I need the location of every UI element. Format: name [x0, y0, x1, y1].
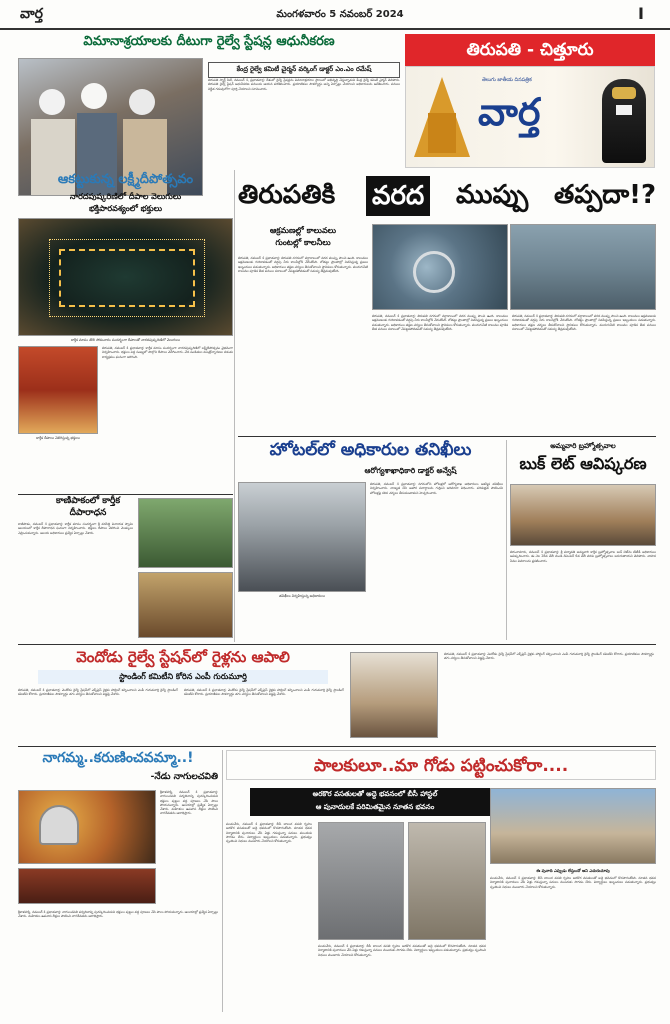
story9-sub1: అరకొర వసతులతో అద్దె భవనంలో బీసీ హాస్టల్ — [312, 790, 438, 798]
story3-photo-1 — [138, 498, 233, 568]
story2-headline: ఆకట్టుకున్న లక్ష్మీదీపోత్సవం — [57, 172, 194, 187]
edition-tagline: తెలుగు జాతీయ దినపత్రిక — [482, 77, 532, 83]
story-railway-modernization — [18, 34, 400, 164]
story4-photo-aerial — [372, 224, 508, 310]
story2-photo-tank — [18, 218, 233, 336]
masthead — [0, 0, 670, 30]
story8-body-side: శ్రీకాళహస్తి, నవంబర్ 4 ప్రభాతవార్త: నాగులచవితి పర్వదినాన్ని పురస్కరించుకుని భక్తులు పుట్టల వద్ద పూజలు చేసి పాలు పోయనున్నారు. ఆలయాల్లో ప్రత్యేక ఏర్పాట్లు చేశారు. మహిళలు ఉపవాస దీక్షలు పాటించి నాగదేవతను ఆరాధిస్తారు. — [160, 790, 218, 816]
story5-headline: హోటల్‌లో అధికారుల తనిఖీలు — [269, 440, 472, 460]
story-vendodu-railway — [18, 648, 656, 744]
story4-headline-c: ముప్పు — [456, 180, 529, 210]
deity-icon — [602, 79, 646, 163]
story2-photo-devotees — [18, 346, 98, 434]
story4-body-col1: తిరుపతి, నవంబర్ 4 ప్రభాతవార్త: తిరుపతి నగరంలో వర్షాకాలంలో వరద ముప్పు పొంచి ఉంది. కాలువలు ఆక్రమణలకు గురికావడంతో వర్షపు నీరు కాలనీల్లోకి చేరుతోంది. లోతట్టు ప్రాంతాల్లో నివసిస్తున్న ప్రజలు ఇబ్బందులు పడుతున్నారు. అధికారులు తక్షణ చర్యలు తీసుకోవాలని స్థానికులు కోరుతున్నారు. మురుగునీటి కాలువల పూడిక తీత పనులు సకాలంలో చేపట్టకపోవడంతో సమస్య తీవ్రమవుతోంది. — [238, 256, 368, 273]
column-rule-3 — [222, 750, 223, 1012]
story9-photo-building — [318, 822, 404, 940]
story4-body-col3: తిరుపతి, నవంబర్ 4 ప్రభాతవార్త: తిరుపతి నగరంలో వర్షాకాలంలో వరద ముప్పు పొంచి ఉంది. కాలువలు ఆక్రమణలకు గురికావడంతో వర్షపు నీరు కాలనీల్లోకి చేరుతోంది. లోతట్టు ప్రాంతాల్లో నివసిస్తున్న ప్రజలు ఇబ్బందులు పడుతున్నారు. అధికారులు తక్షణ చర్యలు తీసుకోవాలని స్థానికులు కోరుతున్నారు. మురుగునీటి కాలువల పూడిక తీత పనులు సకాలంలో చేపట్టకపోవడంతో సమస్య తీవ్రమవుతోంది. — [512, 314, 656, 331]
story2-sub2: భక్తిపారవశ్యంలో భక్తులు — [88, 204, 163, 213]
story-kanipakam — [18, 496, 233, 640]
story6-headline: బుక్ లెట్ ఆవిష్కరణ — [519, 454, 647, 473]
story8-photo-puja — [18, 868, 156, 904]
story4-sub1: ఆక్రమణల్లో కాలువలు — [269, 226, 337, 235]
story9-photo-site — [490, 788, 656, 864]
story4-headline — [238, 176, 656, 220]
story7-body-col1: తిరుపతి, నవంబర్ 4 ప్రభాతవార్త: వెందోడు రైల్వే స్టేషన్‌లో ఎక్స్‌ప్రెస్ రైళ్లకు హాల్టింగ్ కల్పించాలని ఎంపీ గురుమూర్తి రైల్వే స్టాండింగ్ కమిటీని కోరారు. ప్రయాణికుల సౌకర్యార్థం తగు చర్యలు తీసుకోవాలని విజ్ఞప్తి చేశారు. — [18, 688, 178, 697]
story-deepotsavam — [18, 172, 233, 514]
column-rule-1 — [234, 170, 235, 642]
story7-subhead: స్టాండింగ్ కమిటీని కోరిన ఎంపీ గురుమూర్తి — [38, 670, 328, 684]
story5-caption: తనిఖీలు నిర్వహిస్తున్న అధికారులు — [279, 594, 325, 598]
story2-caption1: కార్తీక మాసం తొలి సోమవారం సందర్భంగా దీపాలతో నారదపుష్కరిణిలో వెలుగులు — [71, 338, 180, 342]
story-flood-threat — [238, 176, 656, 430]
story7-body-col2: తిరుపతి, నవంబర్ 4 ప్రభాతవార్త: వెందోడు రైల్వే స్టేషన్‌లో ఎక్స్‌ప్రెస్ రైళ్లకు హాల్టింగ్ కల్పించాలని ఎంపీ గురుమూర్తి రైల్వే స్టాండింగ్ కమిటీని కోరారు. ప్రయాణికుల సౌకర్యార్థం తగు చర్యలు తీసుకోవాలని విజ్ఞప్తి చేశారు. — [184, 688, 344, 697]
story6-body: తిరుచానూరు, నవంబర్ 4 ప్రభాతవార్త: శ్రీ పద్మావతి అమ్మవారి కార్తీక బ్రహ్మోత్సవాల బుక్ లెట్‌ను టీటీడీ అధికారులు ఆవిష్కరించారు. ఈ నెల 28వ తేదీ నుండి డిసెంబర్ 6వ తేదీ వరకు బ్రహ్మోత్సవాలు జరుగుతాయని తెలిపారు. వాహన సేవల వివరాలను ప్రకటించారు. — [510, 550, 656, 563]
story7-body-col3: తిరుపతి, నవంబర్ 4 ప్రభాతవార్త: వెందోడు రైల్వే స్టేషన్‌లో ఎక్స్‌ప్రెస్ రైళ్లకు హాల్టింగ్ కల్పించాలని ఎంపీ గురుమూర్తి రైల్వే స్టాండింగ్ కమిటీని కోరారు. ప్రయాణికుల సౌకర్యార్థం తగు చర్యలు తీసుకోవాలని విజ్ఞప్తి చేశారు. — [444, 652, 654, 661]
story5-subhead: ఆరోగ్యశాఖాధికారి డాక్టర్ అన్వేష్ — [364, 466, 457, 475]
story4-body-col2: తిరుపతి, నవంబర్ 4 ప్రభాతవార్త: తిరుపతి నగరంలో వర్షాకాలంలో వరద ముప్పు పొంచి ఉంది. కాలువలు ఆక్రమణలకు గురికావడంతో వర్షపు నీరు కాలనీల్లోకి చేరుతోంది. లోతట్టు ప్రాంతాల్లో నివసిస్తున్న ప్రజలు ఇబ్బందులు పడుతున్నారు. అధికారులు తక్షణ చర్యలు తీసుకోవాలని స్థానికులు కోరుతున్నారు. మురుగునీటి కాలువల పూడిక తీత పనులు సకాలంలో చేపట్టకపోవడంతో సమస్య తీవ్రమవుతోంది. — [372, 314, 508, 331]
story6-kicker: అమ్మవారి బ్రహ్మోత్సవాల — [550, 442, 616, 450]
story9-body-col1: పలమనేరు, నవంబర్ 4 ప్రభాతవార్త: బీసీ బాలుర వసతి గృహం అరకొర వసతులతో అద్దె భవనంలో కొనసాగుతోంది. నూతన భవన నిర్మాణానికి పునాదులు వేసి ఏళ్లు గడుస్తున్నా పనులు ముందుకు సాగడం లేదు. విద్యార్థులు ఇబ్బందులు పడుతున్నారు. ప్రభుత్వం స్పందించి నిధులు మంజూరు చేయాలని కోరుతున్నారు. — [226, 822, 312, 844]
story8-subhead: -నేడు నాగులచవితి — [150, 772, 218, 782]
story1-subhead: కేంద్ర రైల్వే కమిటీ చైర్మన్ వర్కింగ్ డాక్టర్ ఎం.ఎం రమేష్ — [208, 62, 400, 78]
divider-mid-2 — [18, 644, 656, 645]
story2-body: తిరుపతి, నవంబర్ 4 ప్రభాతవార్త: కార్తీక మాసం సందర్భంగా నారదపుష్కరిణిలో లక్ష్మీదీపోత్సవం వైభవంగా నిర్వహించారు. భక్తులు పెద్ద సంఖ్యలో పాల్గొని దీపాలు వెలిగించారు. వేద పండితుల మంత్రోచ్ఛారణల నడుమ కార్యక్రమం ఘనంగా జరిగింది. — [102, 346, 233, 359]
story9-headline: పాలకులూ..మా గోడు పట్టించుకోరా.... — [226, 750, 656, 780]
story5-photo — [238, 482, 366, 592]
story3-body: కాణిపాకం, నవంబర్ 4 ప్రభాతవార్త: కార్తీక మాసం సందర్భంగా శ్రీ వరసిద్ధి వినాయక స్వామి ఆలయంలో కార్తీక దీపారాధన ఘనంగా నిర్వహించారు. భక్తులు దీపాలు వెలిగించి మొక్కులు చెల్లించుకున్నారు. ఆలయ అధికారులు ప్రత్యేక ఏర్పాట్లు చేశారు. — [18, 522, 133, 535]
edition-banner — [405, 34, 655, 168]
story-bc-hostel — [226, 750, 656, 1012]
story8-body: శ్రీకాళహస్తి, నవంబర్ 4 ప్రభాతవార్త: నాగులచవితి పర్వదినాన్ని పురస్కరించుకుని భక్తులు పుట్టల వద్ద పూజలు చేసి పాలు పోయనున్నారు. ఆలయాల్లో ప్రత్యేక ఏర్పాట్లు చేశారు. మహిళలు ఉపవాస దీక్షలు పాటించి నాగదేవతను ఆరాధిస్తారు. — [18, 910, 218, 919]
story4-photo-flood — [510, 224, 656, 310]
story6-photo — [510, 484, 656, 546]
story-hotel-inspection — [238, 440, 503, 640]
paper-name-small: వార్త — [20, 6, 43, 22]
story9-box-title: ఈ పునాది ఎప్పుడు లేస్తుందో అని ఎదురుచూపు — [536, 868, 610, 873]
page-number: I — [638, 4, 644, 23]
story4-headline-d: తప్పదా!? — [554, 180, 657, 210]
story9-sub-box — [250, 788, 500, 816]
story-nagula-chavithi — [18, 750, 218, 1012]
story7-headline: వెందోడు రైల్వే స్టేషన్‌లో రైళ్లను ఆపాలి — [76, 648, 290, 666]
snake-icon — [39, 805, 79, 845]
story3-headline: కాణిపాకంలో కార్తీక దీపారాధన — [55, 496, 121, 518]
story3-photo-2 — [138, 572, 233, 638]
divider-mid-3 — [18, 746, 656, 747]
story2-caption2: కార్తీక దీపాలు వెలిగిస్తున్న భక్తులు — [36, 436, 80, 440]
divider-left-1 — [18, 494, 233, 495]
story9-photo-foundation — [408, 822, 486, 940]
divider-mid-1 — [238, 436, 656, 437]
story1-body: తిరుపతి స్మార్ట్ సిటీ, నవంబర్ 4, ప్రభాతవార్త: దేశంలో రైల్వే స్టేషన్లను విమానాశ్రయాల స్థాయిలో అభివృద్ధి చేస్తున్నామని కేంద్ర రైల్వే కమిటీ చైర్మన్ తెలిపారు. తిరుపతి రైల్వే స్టేషన్ ఆధునీకరణ పనులను ఆయన పరిశీలించారు. ప్రయాణికుల సౌకర్యార్థం అన్ని ఏర్పాట్లు చేయాలని అధికారులను ఆదేశించారు. పనులు నిర్ణీత గడువులోగా పూర్తి చేయాలని సూచించారు. — [208, 78, 400, 91]
story8-headline: నాగమ్మ..కరుణించవమ్మా..! — [42, 750, 194, 766]
story8-photo-snake — [18, 790, 156, 864]
story5-body: తిరుపతి, నవంబర్ 4 ప్రభాతవార్త: నగరంలోని హోటళ్లలో ఆరోగ్యశాఖ అధికారులు ఆకస్మిక తనిఖీలు నిర్వహించారు. నాణ్యత లేని ఆహార పదార్థాలను గుర్తించి జరిమానా విధించారు. పరిశుభ్రత పాటించని హోటళ్లపై కఠిన చర్యలు తీసుకుంటామని హెచ్చరించారు. — [370, 482, 503, 495]
column-rule-2 — [506, 440, 507, 640]
story4-headline-a: తిరుపతికి — [238, 180, 336, 210]
story-booklet-launch — [510, 442, 656, 638]
story9-body-col3: పలమనేరు, నవంబర్ 4 ప్రభాతవార్త: బీసీ బాలుర వసతి గృహం అరకొర వసతులతో అద్దె భవనంలో కొనసాగుతోంది. నూతన భవన నిర్మాణానికి పునాదులు వేసి ఏళ్లు గడుస్తున్నా పనులు ముందుకు సాగడం లేదు. విద్యార్థులు ఇబ్బందులు పడుతున్నారు. ప్రభుత్వం స్పందించి నిధులు మంజూరు చేయాలని కోరుతున్నారు. — [490, 876, 656, 889]
story9-sub2: ఆ పునాదులకే పరిమితమైన నూతన భవనం — [315, 803, 435, 811]
story2-sub1: నారదపుష్కరిణిలో దీపాల వెలుగులు — [69, 192, 182, 201]
story4-headline-b: వరద — [366, 176, 430, 216]
story7-photo-mp — [350, 652, 438, 738]
edition-brand: వార్త — [478, 89, 541, 134]
edition-city: తిరుపతి - చిత్తూరు — [405, 34, 655, 66]
date-line: మంగళవారం 5 నవంబర్ 2024 — [276, 9, 404, 20]
story4-sub2: గుంటల్లో కాలనీలు — [275, 238, 331, 247]
story1-headline: విమానాశ్రయాలకు దీటుగా రైల్వే స్టేషన్ల ఆధునీకరణ — [83, 34, 335, 49]
story9-body-col2: పలమనేరు, నవంబర్ 4 ప్రభాతవార్త: బీసీ బాలుర వసతి గృహం అరకొర వసతులతో అద్దె భవనంలో కొనసాగుతోంది. నూతన భవన నిర్మాణానికి పునాదులు వేసి ఏళ్లు గడుస్తున్నా పనులు ముందుకు సాగడం లేదు. విద్యార్థులు ఇబ్బందులు పడుతున్నారు. ప్రభుత్వం స్పందించి నిధులు మంజూరు చేయాలని కోరుతున్నారు. — [318, 944, 486, 957]
edition-artwork — [405, 66, 655, 168]
